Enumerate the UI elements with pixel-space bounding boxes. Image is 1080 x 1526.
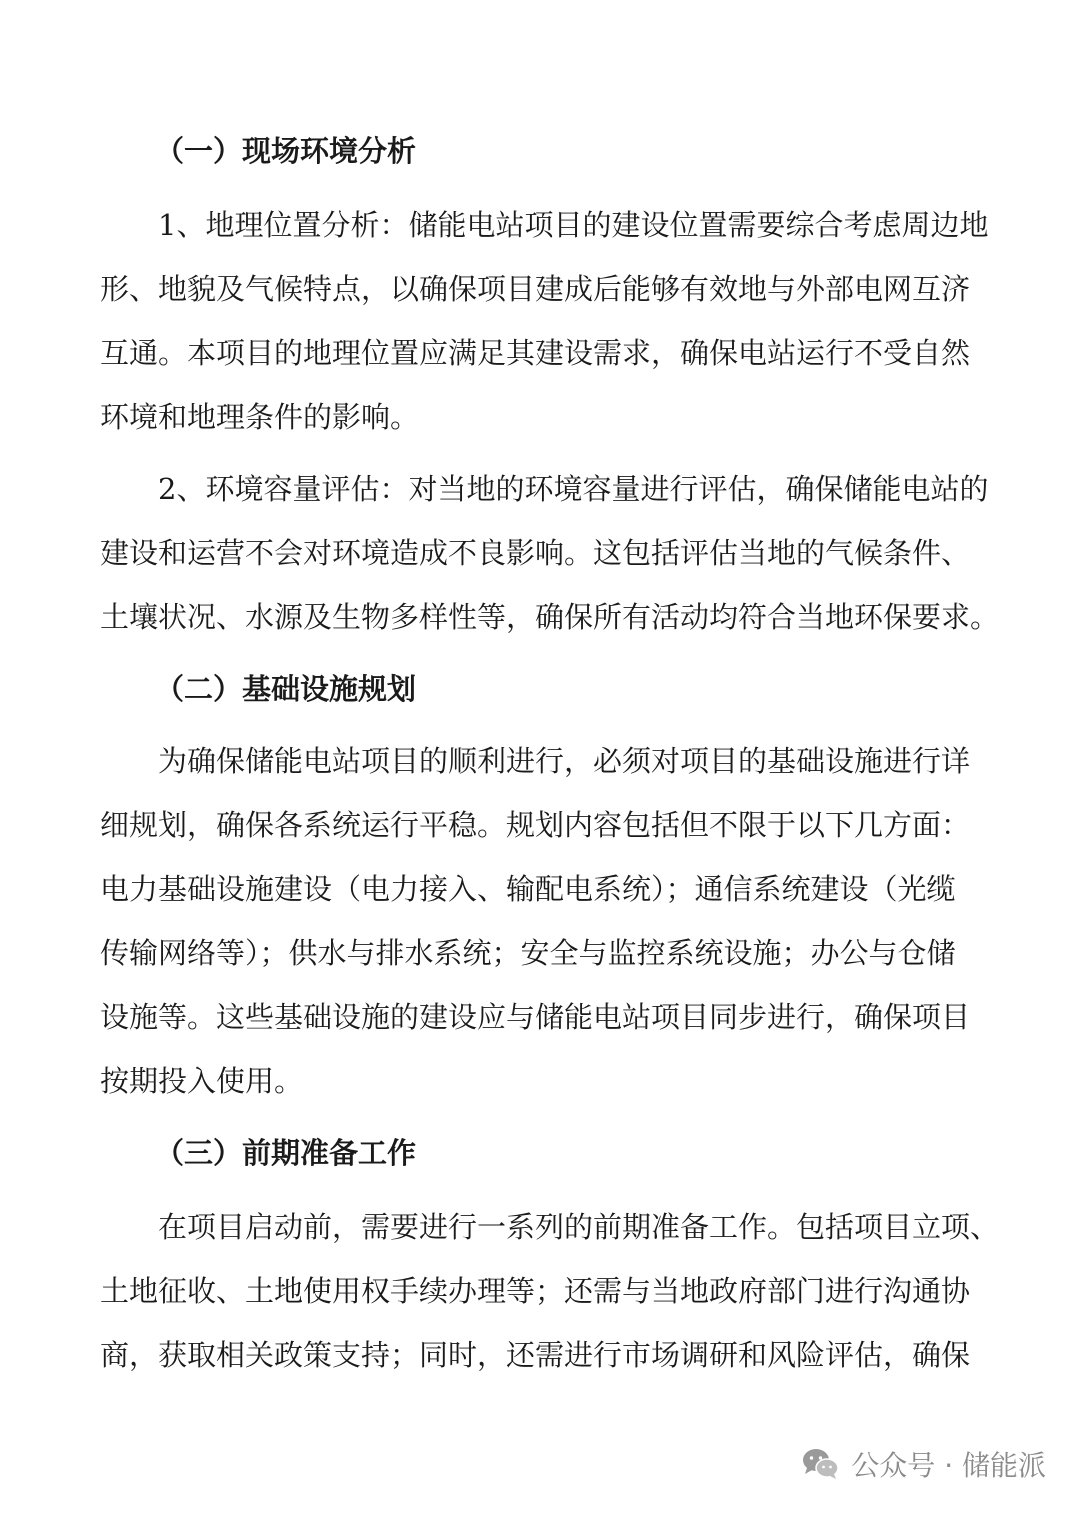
text-line: 形、地貌及气候特点，以确保项目建成后能够有效地与外部电网互济 [100,272,971,306]
paragraph-3-1 [100,1195,1000,1387]
text-line: 1、地理位置分析：储能电站项目的建设位置需要综合考虑周边地 [158,208,989,242]
paragraph-2-1 [100,729,990,1113]
section-heading-2: （二）基础设施规划 [155,672,417,706]
text-line: 商，获取相关政策支持；同时，还需进行市场调研和风险评估，确保 [100,1338,971,1372]
watermark [801,1442,1046,1486]
text-line: 土地征收、土地使用权手续办理等；还需与当地政府部门进行沟通协 [100,1274,971,1308]
text-line: 细规划，确保各系统运行平稳。规划内容包括但不限于以下几方面： [100,808,971,842]
section-heading-3: （三）前期准备工作 [155,1136,417,1170]
watermark-text: 公众号 · 储能派 [851,1449,1046,1482]
text-line: 在项目启动前，需要进行一系列的前期准备工作。包括项目立项、 [158,1210,1000,1244]
text-line: 电力基础设施建设（电力接入、输配电系统）；通信系统建设（光缆 [100,872,956,906]
paragraph-1-1 [100,193,990,449]
wechat-icon [801,1447,841,1481]
text-line: 设施等。这些基础设施的建设应与储能电站项目同步进行，确保项目 [100,1000,971,1034]
text-line: 传输网络等）；供水与排水系统；安全与监控系统设施；办公与仓储 [100,936,956,970]
text-line: 为确保储能电站项目的顺利进行，必须对项目的基础设施进行详 [158,744,971,778]
paragraph-1-2 [100,457,1000,649]
text-line: 互通。本项目的地理位置应满足其建设需求，确保电站运行不受自然 [100,336,971,370]
section-heading-1: （一）现场环境分析 [155,134,417,168]
text-line: 建设和运营不会对环境造成不良影响。这包括评估当地的气候条件、 [100,536,971,570]
text-line: 按期投入使用。 [100,1064,304,1098]
text-line: 土壤状况、水源及生物多样性等，确保所有活动均符合当地环保要求。 [100,600,1000,634]
text-line: 2、环境容量评估：对当地的环境容量进行评估，确保储能电站的 [158,472,989,506]
text-line: 环境和地理条件的影响。 [100,400,420,434]
